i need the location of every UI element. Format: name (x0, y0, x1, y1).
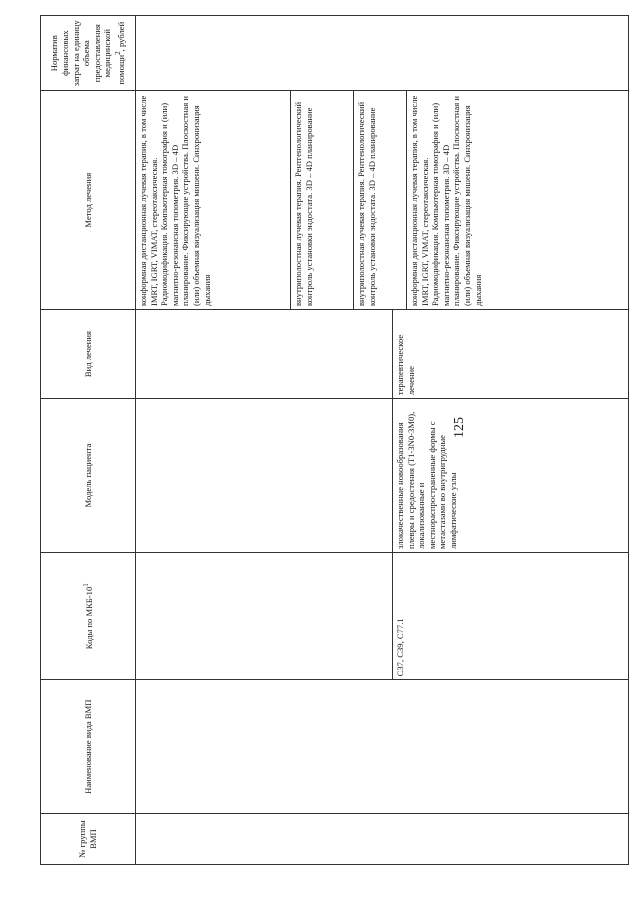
cell-name (136, 680, 629, 814)
page-number: 125 (452, 417, 467, 438)
header-name: Наименование вида ВМП (41, 680, 136, 814)
row-treatment: терапевтическое лечение (392, 310, 418, 398)
row-method: конформная дистанционная лучевая терапия, в том числе IMRT, IGRT, VIMAT, стереотаксическая. Радиомодификация. Компьютерная томография и (или) магнитно-резонансная топометрия. 3D – 4D планирование. Фиксирующие устройства. Плоскостная и (или) объемная визуализация мишени. Синхронизация дыхания (409, 95, 483, 306)
row-codes: C37, C39, C77.1 (392, 553, 408, 679)
header-group: № группы ВМП (41, 814, 136, 865)
cell-norm (136, 16, 629, 91)
cell-codes (136, 553, 629, 680)
header-method: Метод лечения (41, 91, 136, 310)
header-treatment: Вид лечения (41, 310, 136, 399)
cell-model (136, 399, 629, 553)
cell-group (136, 814, 629, 865)
row-model: злокачественные новообразования плевры и средостения (T1-3N0-3M0), локализованные и местнораспространенные формы с метастазами во внутригрудные лимфатические узлы (392, 399, 461, 552)
method-prev-2: внутриполостная лучевая терапия. Рентгенологический контроль установки эндостата. 3D – 4D планирование (291, 91, 354, 309)
cell-method (136, 91, 629, 310)
header-model: Модель пациента (41, 399, 136, 553)
rotated-table-container (40, 15, 630, 865)
header-codes: Коды по МКБ-$10^1$ (41, 553, 136, 680)
body-row (136, 16, 629, 865)
vmp-table (40, 15, 629, 865)
method-prev-3: внутриполостная лучевая терапия. Рентгенологический контроль установки эндостата. 3D – 4D планирование (354, 91, 407, 309)
header-norm: Норматив финансовых затрат на единицу объема предоставления медицинской помощи$^2$, рублей (41, 16, 136, 91)
header-row (41, 16, 136, 865)
cell-treatment (136, 310, 629, 399)
method-prev-1: конформная дистанционная лучевая терапия, в том числе IMRT, IGRT, VIMAT, стереотаксическая. Радиомодификация. Компьютерная томография и (или) магнитно-резонансная топометрия. 3D – 4D планирование. Фиксирующие устройства. Плоскостная и (или) объемная визуализация мишени. Синхронизация дыхания (136, 91, 291, 309)
